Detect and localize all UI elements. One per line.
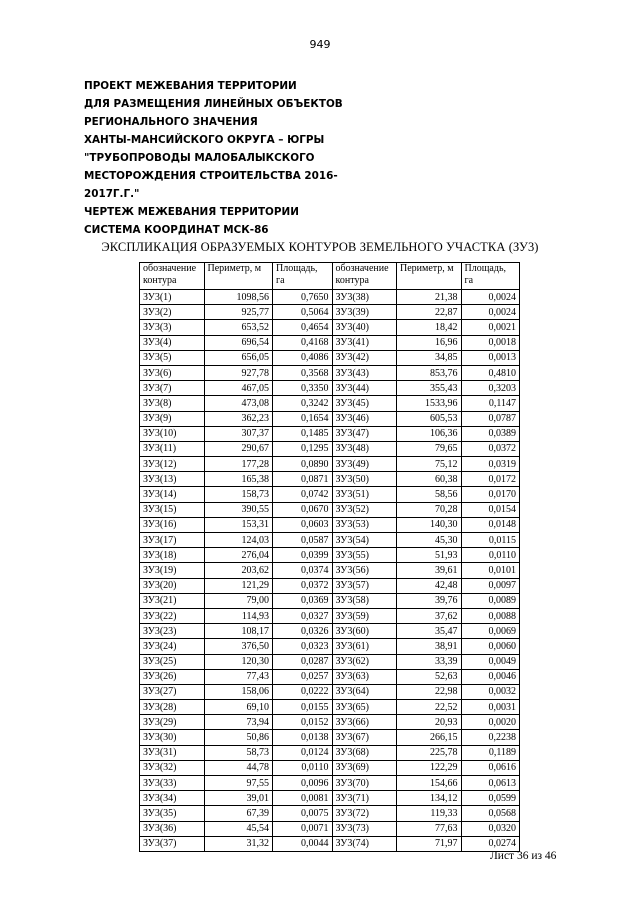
table-cell: ЗУ3(73) — [332, 821, 397, 836]
table-row — [140, 411, 520, 426]
table-row — [140, 533, 520, 548]
table-cell: 120,30 — [204, 654, 273, 669]
table-cell: 134,12 — [397, 791, 462, 806]
table-cell: ЗУ3(46) — [332, 411, 397, 426]
table-cell: ЗУ3(68) — [332, 745, 397, 760]
table-cell: 0,1295 — [273, 441, 332, 456]
table-cell: 0,0613 — [461, 776, 520, 791]
page-number: 949 — [309, 38, 331, 51]
table-cell: ЗУ3(26) — [140, 669, 205, 684]
table-cell: ЗУ3(63) — [332, 669, 397, 684]
table-cell: 69,10 — [204, 700, 273, 715]
table-row — [140, 502, 520, 517]
table-cell: 0,0089 — [461, 593, 520, 608]
column-header: Периметр, м — [397, 263, 462, 290]
table-cell: 0,0032 — [461, 684, 520, 699]
table-row — [140, 624, 520, 639]
table-cell: 0,0389 — [461, 426, 520, 441]
table-cell: 696,54 — [204, 335, 273, 350]
table-cell: 473,08 — [204, 396, 273, 411]
table-cell: ЗУ3(38) — [332, 290, 397, 305]
table-cell: ЗУ3(21) — [140, 593, 205, 608]
header-line: 2017Г.Г." — [84, 188, 140, 200]
column-header: Площадь, га — [461, 263, 520, 290]
table-cell: 0,5064 — [273, 305, 332, 320]
header-line: СИСТЕМА КООРДИНАТ МСК-86 — [84, 224, 269, 236]
table-cell: 0,0326 — [273, 624, 332, 639]
table-cell: 0,0013 — [461, 350, 520, 365]
table-header-row — [140, 263, 520, 290]
column-header: обозначение контура — [332, 263, 397, 290]
column-header: Периметр, м — [204, 263, 273, 290]
table-cell: 70,28 — [397, 502, 462, 517]
table-cell: ЗУ3(6) — [140, 365, 205, 380]
table-cell: ЗУ3(31) — [140, 745, 205, 760]
document-header — [84, 77, 384, 239]
table-cell: ЗУ3(28) — [140, 700, 205, 715]
table-cell: 51,93 — [397, 548, 462, 563]
table-cell: 362,23 — [204, 411, 273, 426]
table-cell: 0,0222 — [273, 684, 332, 699]
table-cell: 0,0372 — [273, 578, 332, 593]
table-cell: ЗУ3(33) — [140, 776, 205, 791]
table-cell: ЗУ3(72) — [332, 806, 397, 821]
table-cell: 0,0096 — [273, 776, 332, 791]
table-cell: 0,0287 — [273, 654, 332, 669]
table-cell: 165,38 — [204, 472, 273, 487]
table-cell: 0,0088 — [461, 608, 520, 623]
table-row — [140, 441, 520, 456]
table-row — [140, 578, 520, 593]
table-cell: ЗУ3(60) — [332, 624, 397, 639]
table-cell: 0,2238 — [461, 730, 520, 745]
table-cell: 0,0046 — [461, 669, 520, 684]
table-cell: 0,0069 — [461, 624, 520, 639]
table-cell: 0,0372 — [461, 441, 520, 456]
table-cell: 0,0138 — [273, 730, 332, 745]
table-row — [140, 684, 520, 699]
table-row — [140, 700, 520, 715]
table-cell: ЗУ3(18) — [140, 548, 205, 563]
table-row — [140, 290, 520, 305]
table-cell: 79,00 — [204, 593, 273, 608]
table-cell: 42,48 — [397, 578, 462, 593]
table-cell: 0,0670 — [273, 502, 332, 517]
table-cell: 355,43 — [397, 381, 462, 396]
table-row — [140, 791, 520, 806]
table-cell: 0,0049 — [461, 654, 520, 669]
table-cell: 21,38 — [397, 290, 462, 305]
table-cell: ЗУ3(69) — [332, 760, 397, 775]
table-cell: 106,36 — [397, 426, 462, 441]
table-cell: 0,0071 — [273, 821, 332, 836]
table-cell: 0,0115 — [461, 533, 520, 548]
table-cell: 0,0319 — [461, 457, 520, 472]
table-row — [140, 760, 520, 775]
table-cell: ЗУ3(57) — [332, 578, 397, 593]
table-cell: ЗУ3(19) — [140, 563, 205, 578]
table-row — [140, 457, 520, 472]
table-cell: 0,0587 — [273, 533, 332, 548]
table-cell: ЗУ3(35) — [140, 806, 205, 821]
table-cell: 0,0257 — [273, 669, 332, 684]
table-cell: 0,0152 — [273, 715, 332, 730]
table-cell: ЗУ3(43) — [332, 365, 397, 380]
table-cell: 653,52 — [204, 320, 273, 335]
table-cell: 0,0110 — [273, 760, 332, 775]
table-row — [140, 669, 520, 684]
table-cell: 0,4810 — [461, 365, 520, 380]
table-row — [140, 730, 520, 745]
table-cell: 77,63 — [397, 821, 462, 836]
table-cell: ЗУ3(16) — [140, 517, 205, 532]
table-cell: 0,0021 — [461, 320, 520, 335]
table-cell: ЗУ3(7) — [140, 381, 205, 396]
table-cell: ЗУ3(29) — [140, 715, 205, 730]
table-cell: 0,0020 — [461, 715, 520, 730]
table-cell: ЗУ3(71) — [332, 791, 397, 806]
table-row — [140, 365, 520, 380]
table-row — [140, 350, 520, 365]
table-cell: 0,0024 — [461, 290, 520, 305]
table-cell: ЗУ3(53) — [332, 517, 397, 532]
table-cell: 18,42 — [397, 320, 462, 335]
table-cell: 0,3242 — [273, 396, 332, 411]
table-row — [140, 396, 520, 411]
table-cell: 0,0616 — [461, 760, 520, 775]
table-cell: 114,93 — [204, 608, 273, 623]
table-cell: 0,4086 — [273, 350, 332, 365]
table-cell: ЗУ3(1) — [140, 290, 205, 305]
header-line: "ТРУБОПРОВОДЫ МАЛОБАЛЫКСКОГО — [84, 152, 315, 164]
table-cell: 122,29 — [397, 760, 462, 775]
table-cell: 0,0568 — [461, 806, 520, 821]
table-cell: ЗУ3(4) — [140, 335, 205, 350]
table-cell: 605,53 — [397, 411, 462, 426]
table-cell: 467,05 — [204, 381, 273, 396]
table-cell: ЗУ3(41) — [332, 335, 397, 350]
table-cell: ЗУ3(56) — [332, 563, 397, 578]
table-cell: 0,0154 — [461, 502, 520, 517]
table-cell: ЗУ3(40) — [332, 320, 397, 335]
table-cell: ЗУ3(50) — [332, 472, 397, 487]
table-cell: 225,78 — [397, 745, 462, 760]
table-cell: 124,03 — [204, 533, 273, 548]
table-row — [140, 715, 520, 730]
table-cell: 0,0320 — [461, 821, 520, 836]
table-cell: ЗУ3(59) — [332, 608, 397, 623]
table-cell: 60,38 — [397, 472, 462, 487]
table-cell: 0,3568 — [273, 365, 332, 380]
table-cell: ЗУ3(61) — [332, 639, 397, 654]
table-cell: 33,39 — [397, 654, 462, 669]
table-cell: 20,93 — [397, 715, 462, 730]
table-cell: 35,47 — [397, 624, 462, 639]
header-line: ХАНТЫ-МАНСИЙСКОГО ОКРУГА – ЮГРЫ — [84, 134, 325, 146]
table-cell: 22,98 — [397, 684, 462, 699]
header-line: ЧЕРТЕЖ МЕЖЕВАНИЯ ТЕРРИТОРИИ — [84, 206, 299, 218]
table-row — [140, 320, 520, 335]
table-cell: ЗУ3(3) — [140, 320, 205, 335]
table-cell: 0,4168 — [273, 335, 332, 350]
table-cell: 31,32 — [204, 836, 273, 851]
table-cell: ЗУ3(39) — [332, 305, 397, 320]
table-cell: ЗУ3(62) — [332, 654, 397, 669]
table-cell: 0,0172 — [461, 472, 520, 487]
table-cell: ЗУ3(70) — [332, 776, 397, 791]
table-cell: 290,67 — [204, 441, 273, 456]
table-cell: 0,7650 — [273, 290, 332, 305]
table-cell: ЗУ3(12) — [140, 457, 205, 472]
sheet-footer: Лист 36 из 46 — [490, 850, 557, 862]
table-cell: 39,61 — [397, 563, 462, 578]
header-line: ДЛЯ РАЗМЕЩЕНИЯ ЛИНЕЙНЫХ ОБЪЕКТОВ — [84, 98, 343, 110]
table-cell: 0,0787 — [461, 411, 520, 426]
table-cell: 97,55 — [204, 776, 273, 791]
table-cell: ЗУ3(13) — [140, 472, 205, 487]
table-cell: ЗУ3(52) — [332, 502, 397, 517]
table-cell: 38,91 — [397, 639, 462, 654]
table-cell: ЗУ3(30) — [140, 730, 205, 745]
table-cell: ЗУ3(22) — [140, 608, 205, 623]
table-cell: 0,1654 — [273, 411, 332, 426]
table-cell: 140,30 — [397, 517, 462, 532]
table-cell: 853,76 — [397, 365, 462, 380]
table-body — [140, 290, 520, 852]
table-row — [140, 836, 520, 851]
table-row — [140, 608, 520, 623]
table-cell: ЗУ3(66) — [332, 715, 397, 730]
table-cell: 34,85 — [397, 350, 462, 365]
table-cell: 22,52 — [397, 700, 462, 715]
table-cell: 52,63 — [397, 669, 462, 684]
table-cell: 73,94 — [204, 715, 273, 730]
table-cell: ЗУ3(24) — [140, 639, 205, 654]
table-cell: ЗУ3(10) — [140, 426, 205, 441]
table-cell: 0,0044 — [273, 836, 332, 851]
table-cell: ЗУ3(9) — [140, 411, 205, 426]
table-cell: 0,0075 — [273, 806, 332, 821]
table-cell: ЗУ3(48) — [332, 441, 397, 456]
table-title: ЭКСПЛИКАЦИЯ ОБРАЗУЕМЫХ КОНТУРОВ ЗЕМЕЛЬНОГО УЧАСТКА (ЗУ3) — [101, 240, 539, 254]
table-cell: ЗУ3(32) — [140, 760, 205, 775]
table-cell: 376,50 — [204, 639, 273, 654]
table-cell: 0,0110 — [461, 548, 520, 563]
table-row — [140, 381, 520, 396]
table-cell: 390,55 — [204, 502, 273, 517]
table-cell: 39,76 — [397, 593, 462, 608]
table-cell: 0,0369 — [273, 593, 332, 608]
column-header: Площадь, га — [273, 263, 332, 290]
table-cell: ЗУ3(37) — [140, 836, 205, 851]
table-cell: 22,87 — [397, 305, 462, 320]
table-cell: 0,4654 — [273, 320, 332, 335]
table-cell: 0,0031 — [461, 700, 520, 715]
table-cell: ЗУ3(34) — [140, 791, 205, 806]
table-cell: ЗУ3(20) — [140, 578, 205, 593]
header-line: МЕСТОРОЖДЕНИЯ СТРОИТЕЛЬСТВА 2016- — [84, 170, 338, 182]
table-cell: 158,73 — [204, 487, 273, 502]
table-cell: 266,15 — [397, 730, 462, 745]
table-row — [140, 776, 520, 791]
table-row — [140, 335, 520, 350]
table-cell: 276,04 — [204, 548, 273, 563]
table-cell: 0,0871 — [273, 472, 332, 487]
table-cell: 177,28 — [204, 457, 273, 472]
table-row — [140, 517, 520, 532]
table-row — [140, 426, 520, 441]
table-cell: 0,0081 — [273, 791, 332, 806]
table-cell: 656,05 — [204, 350, 273, 365]
table-cell: 1098,56 — [204, 290, 273, 305]
table-cell: 75,12 — [397, 457, 462, 472]
table-cell: 1533,96 — [397, 396, 462, 411]
table-cell: 0,0024 — [461, 305, 520, 320]
table-row — [140, 472, 520, 487]
table-cell: 154,66 — [397, 776, 462, 791]
table-cell: 77,43 — [204, 669, 273, 684]
table-row — [140, 563, 520, 578]
table-cell: 0,0018 — [461, 335, 520, 350]
table-cell: ЗУ3(47) — [332, 426, 397, 441]
table-cell: 0,0148 — [461, 517, 520, 532]
table-cell: 119,33 — [397, 806, 462, 821]
table-row — [140, 654, 520, 669]
table-cell: 925,77 — [204, 305, 273, 320]
table-cell: 307,37 — [204, 426, 273, 441]
table-cell: ЗУ3(27) — [140, 684, 205, 699]
table-cell: 927,78 — [204, 365, 273, 380]
table-cell: 67,39 — [204, 806, 273, 821]
table-row — [140, 593, 520, 608]
table-cell: ЗУ3(67) — [332, 730, 397, 745]
table-row — [140, 305, 520, 320]
table-cell: 0,1485 — [273, 426, 332, 441]
table-row — [140, 821, 520, 836]
table-cell: 58,56 — [397, 487, 462, 502]
table-cell: 0,0599 — [461, 791, 520, 806]
table-cell: 45,54 — [204, 821, 273, 836]
table-cell: 0,0097 — [461, 578, 520, 593]
table-cell: ЗУ3(36) — [140, 821, 205, 836]
table-cell: ЗУ3(23) — [140, 624, 205, 639]
table-cell: ЗУ3(17) — [140, 533, 205, 548]
table-cell: ЗУ3(45) — [332, 396, 397, 411]
table-cell: 0,0101 — [461, 563, 520, 578]
table-cell: 16,96 — [397, 335, 462, 350]
table-cell: 58,73 — [204, 745, 273, 760]
table-cell: ЗУ3(58) — [332, 593, 397, 608]
column-header: обозначение контура — [140, 263, 205, 290]
table-row — [140, 487, 520, 502]
table-cell: 0,3203 — [461, 381, 520, 396]
table-cell: 0,0323 — [273, 639, 332, 654]
table-cell: 45,30 — [397, 533, 462, 548]
table-cell: 0,0155 — [273, 700, 332, 715]
table-cell: ЗУ3(65) — [332, 700, 397, 715]
table-cell: 0,0060 — [461, 639, 520, 654]
table-cell: 121,29 — [204, 578, 273, 593]
table-cell: 153,31 — [204, 517, 273, 532]
table-cell: 0,0124 — [273, 745, 332, 760]
table-cell: 44,78 — [204, 760, 273, 775]
table-cell: ЗУ3(15) — [140, 502, 205, 517]
table-cell: 0,0742 — [273, 487, 332, 502]
table-cell: ЗУ3(5) — [140, 350, 205, 365]
table-cell: 0,1147 — [461, 396, 520, 411]
table-cell: 0,0274 — [461, 836, 520, 851]
table-cell: ЗУ3(25) — [140, 654, 205, 669]
table-cell: 39,01 — [204, 791, 273, 806]
table-cell: 0,0327 — [273, 608, 332, 623]
contour-table — [139, 262, 520, 852]
table-cell: ЗУ3(14) — [140, 487, 205, 502]
table-cell: 0,0603 — [273, 517, 332, 532]
table-cell: 71,97 — [397, 836, 462, 851]
table-cell: ЗУ3(44) — [332, 381, 397, 396]
table-cell: 0,1189 — [461, 745, 520, 760]
table-cell: 0,0399 — [273, 548, 332, 563]
table-cell: 108,17 — [204, 624, 273, 639]
table-cell: ЗУ3(64) — [332, 684, 397, 699]
table-cell: 79,65 — [397, 441, 462, 456]
header-line: ПРОЕКТ МЕЖЕВАНИЯ ТЕРРИТОРИИ — [84, 80, 297, 92]
table-cell: ЗУ3(54) — [332, 533, 397, 548]
table-cell: ЗУ3(49) — [332, 457, 397, 472]
table-cell: 0,0890 — [273, 457, 332, 472]
table-row — [140, 639, 520, 654]
table-row — [140, 548, 520, 563]
table-cell: 203,62 — [204, 563, 273, 578]
table-cell: 0,3350 — [273, 381, 332, 396]
table-row — [140, 745, 520, 760]
table-cell: ЗУ3(51) — [332, 487, 397, 502]
table-cell: 0,0170 — [461, 487, 520, 502]
table-row — [140, 806, 520, 821]
table-cell: ЗУ3(42) — [332, 350, 397, 365]
table-cell: ЗУ3(11) — [140, 441, 205, 456]
table-cell: 0,0374 — [273, 563, 332, 578]
table-cell: 158,06 — [204, 684, 273, 699]
table-cell: 50,86 — [204, 730, 273, 745]
table-cell: ЗУ3(8) — [140, 396, 205, 411]
table-cell: 37,62 — [397, 608, 462, 623]
header-line: РЕГИОНАЛЬНОГО ЗНАЧЕНИЯ — [84, 116, 258, 128]
table-cell: ЗУ3(74) — [332, 836, 397, 851]
table-cell: ЗУ3(55) — [332, 548, 397, 563]
table-cell: ЗУ3(2) — [140, 305, 205, 320]
